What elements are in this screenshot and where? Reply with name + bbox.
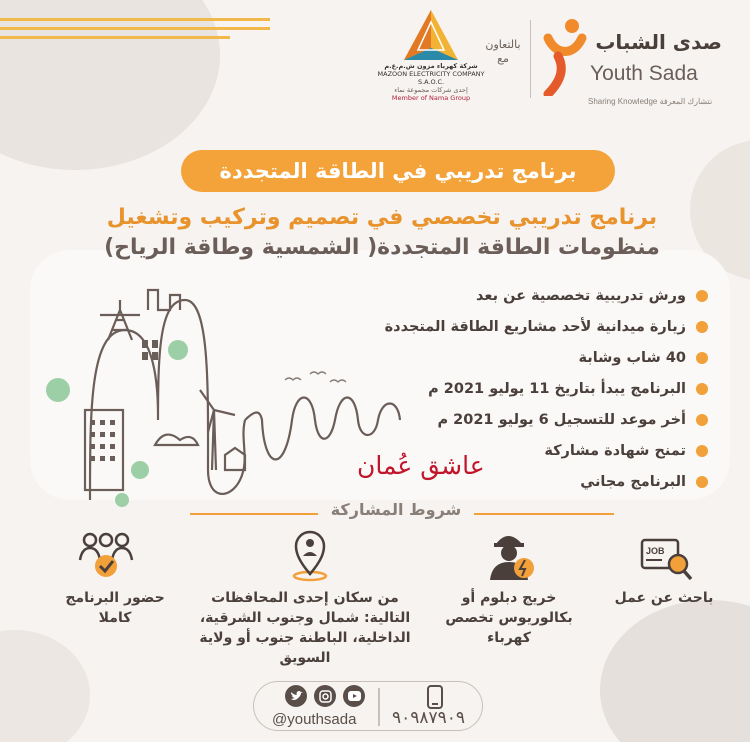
list-item	[348, 280, 708, 311]
header-separator	[530, 20, 531, 98]
phone-icon	[426, 685, 444, 709]
youth-sada-mark-icon	[536, 16, 596, 96]
decor-blob-bottom-right	[600, 600, 750, 742]
condition-residency: من سكان إحدى المحافظات التالية: شمال وجنوب الشرقية، الداخلية، الباطنة جنوب أو ولاية السويق	[199, 590, 411, 666]
section-divider-right	[474, 513, 614, 515]
list-item	[348, 311, 708, 342]
bullet-dot-icon	[696, 476, 708, 488]
program-subtitle	[102, 203, 662, 263]
decor-stripes	[0, 18, 270, 45]
conditions-heading: شروط المشاركة	[330, 500, 462, 519]
bullet-dot-icon	[696, 414, 708, 426]
mazoon-member-english: Member of Nama Group	[391, 94, 471, 102]
feature-text: البرنامج مجاني	[580, 473, 686, 490]
feature-text: 40 شاب وشابة	[578, 349, 686, 366]
feature-text: تمنح شهادة مشاركة	[544, 442, 686, 459]
list-item	[348, 404, 708, 435]
youth-sada-english-name: Youth Sada	[590, 62, 698, 85]
youtube-icon[interactable]	[343, 685, 365, 707]
feature-text: زيارة ميدانية لأحد مشاريع الطاقة المتجددة	[384, 318, 686, 335]
collaboration-label: بالتعاون مع	[485, 38, 521, 65]
footer-divider	[378, 688, 380, 726]
condition-job-seeker: باحث عن عمل	[614, 590, 714, 606]
bullet-dot-icon	[696, 383, 708, 395]
phone-number[interactable]: ٩٠٩٨٧٩٠٩	[392, 708, 466, 728]
program-title-banner: برنامج تدريبي في الطاقة المتجددة	[181, 150, 615, 192]
location-pin-icon	[290, 528, 330, 582]
feature-text: ورش تدريبية تخصصية عن بعد	[476, 287, 686, 304]
instagram-icon[interactable]	[314, 685, 336, 707]
bullet-dot-icon	[696, 352, 708, 364]
section-divider-left	[190, 513, 318, 515]
list-item	[348, 373, 708, 404]
list-item	[348, 342, 708, 373]
feature-text: البرنامج يبدأ بتاريخ 11 يوليو 2021 م	[428, 380, 686, 397]
condition-graduate: خريج دبلوم أو بكالوريوس تخصص كهرباء	[445, 590, 573, 646]
youth-sada-arabic-name: صدى الشباب	[595, 30, 722, 54]
mazoon-member-note	[372, 86, 490, 102]
mazoon-company-name	[372, 62, 490, 86]
mazoon-member-arabic: إحدى شركات مجموعة نماء	[394, 86, 468, 94]
condition-full-attendance: حضور البرنامج كاملا	[65, 590, 165, 626]
svg-text:JOB: JOB	[646, 546, 665, 556]
youth-sada-tagline: Sharing Knowledge نتشارك المعرفة	[588, 97, 713, 106]
decor-blob-bottom-left	[0, 630, 90, 742]
social-handle[interactable]: @youthsada	[272, 711, 357, 728]
watermark-text: عاشق عُمان	[357, 451, 485, 480]
mazoon-name-arabic: شركة كهرباء مزون ش.م.ع.م	[384, 62, 478, 70]
twitter-icon[interactable]	[285, 685, 307, 707]
job-search-icon	[640, 538, 694, 582]
bullet-dot-icon	[696, 290, 708, 302]
group-attendance-icon	[78, 532, 134, 580]
subtitle-line-2: منظومات الطاقة المتجددة( الشمسية وطاقة الرياح)	[104, 235, 660, 260]
bullet-dot-icon	[696, 321, 708, 333]
mazoon-name-english: MAZOON ELECTRICITY COMPANY S.A.O.C.	[377, 70, 485, 86]
feature-text: أخر موعد للتسجيل 6 يوليو 2021 م	[437, 411, 686, 428]
bullet-dot-icon	[696, 445, 708, 457]
engineer-icon	[486, 528, 536, 582]
subtitle-line-1: برنامج تدريبي تخصصي في تصميم وتركيب وتشغيل	[106, 205, 658, 230]
